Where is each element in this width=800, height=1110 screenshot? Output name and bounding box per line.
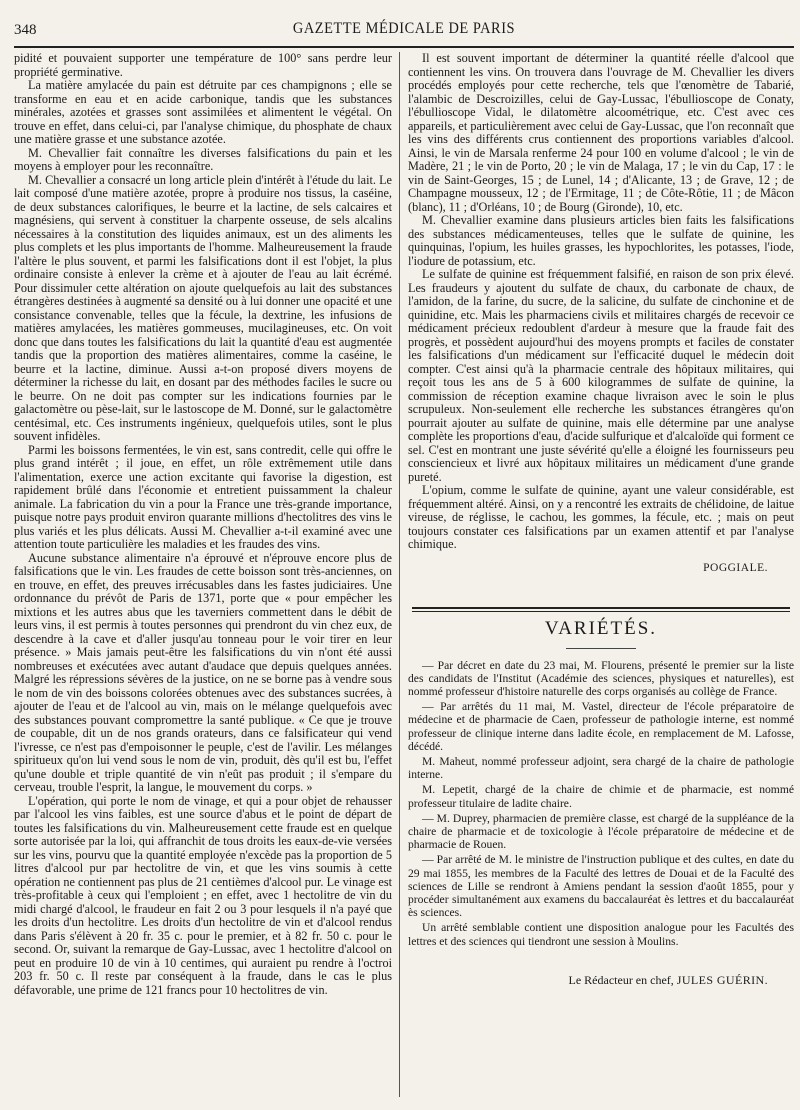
- page-header: [14, 16, 794, 44]
- paragraph: Aucune substance alimentaire n'a éprouvé et n'éprouve encore plus de falsifications que le vin. Les fraudes de cette boisson sont très-anciennes, on en trouve, en effet, des preuves irrécusables dans les fastes judiciaires. Une ordonnance du prévôt de Paris de 1371, porte que « pour empêcher les mixtions et les autres abus que les taverniers commettent dans le débit de leurs vins, il est permis à toutes personnes qui prendront du vin chez eux, de descendre à la cave et d'aller jusqu'au tonneau pour le voir tirer en leur présence. » Mais jamais peut-être les falsifications du vin n'ont été aussi nombreuses et exécutées avec autant d'audace que depuis quelques années. Malgré les répressions sévères de la justice, on ne se borne pas à vendre sous le nom de vin des boissons colorées obtenues avec des substances sucrées, à ajouter de l'eau et de l'alcool au vin, mais on le mélange quelquefois avec des substances pouvant compromettre la santé publique. « Ce que je trouve de coupable, dit un de nos grands orateurs, dans ce falsificateur qui vend l'ivresse, ce n'est pas d'empoisonner le peuple, c'est de l'avilir. Les mélanges spiritueux qu'on lui vend sous le nom de vin, produit, dès qu'il est bu, l'effet qu'une double et triple quantité de vin n'eût pas produit ; il s'empare du cerveau, trouble l'esprit, la langue, le mouvement du corps. »: [14, 550, 392, 794]
- paragraph: M. Chevallier fait connaître les diverses falsifications du pain et les moyens à employer pour les reconnaître.: [14, 145, 392, 173]
- news-item: M. Lepetit, chargé de la chaire de chimie et de pharmacie, est nommé professeur titulaire de ladite chaire.: [408, 783, 794, 810]
- running-title: GAZETTE MÉDICALE DE PARIS: [292, 20, 516, 37]
- news-item: M. Maheut, nommé professeur adjoint, sera chargé de la chaire de pathologie interne.: [408, 754, 794, 782]
- page-number: 348: [14, 22, 37, 38]
- left-column: [14, 52, 392, 997]
- paragraph: Le sulfate de quinine est fréquemment falsifié, en raison de son prix élevé. Les fraudeurs y ajoutent du sulfate de chaux, du carbonate de chaux, de l'amidon, de la farine, du sucre, de la salicine, du sulfate de cinchonine et de quinidine, etc. Mais les pharmaciens civils et militaires chargés de recevoir ce médicament précieux redoublent d'ardeur à mesure que la fraude fait des progrès, et possèdent aujourd'hui des moyens prompts et faciles de constater les falsifications d'un médicament sur l'efficacité duquel le médecin doit compter. C'est ainsi qu'à la pharmacie centrale des hôpitaux militaires, qui reçoit tous les ans de 5 à 600 kilogrammes de sulfate de quinine, la commission de réception examine chaque livraison avec le soin le plus scrupuleux. Non-seulement elle recherche les substances étrangères qu'on pourrait ajouter au sulfate de quinine, mais elle détermine par une analyse complète les proportions d'eau, d'acide sulfurique et d'alcaloïde qui forment ce sel. C'est en montrant une juste sévérité qu'elle a éloigné les fournisseurs peu consciencieux et livré aux hôpitaux militaires un médicament d'une grande pureté.: [408, 267, 794, 484]
- section-title: VARIÉTÉS.: [544, 618, 658, 639]
- paragraph: L'opération, qui porte le nom de vinage, et qui a pour objet de rehausser par l'alcool les vins faibles, est une source d'abus et le point de départ de toutes les falsifications du vin. Malheureusement cette fraude est en quelque sorte autorisée par la loi, qui affranchit de tous droits les eaux-de-vie versées sur les vins, pourvu que la quantité employée n'excède pas la proportion de 5 litres d'alcool pur par hectolitre de vin, et que les vins soumis à cette opération ne contiennent pas plus de 21 centièmes d'alcool pur. Le vinage est très-profitable à ceux qui l'emploient ; en effet, avec 1 hectolitre de vin du midi chargé d'alcool, le fraudeur en fait 2 ou 3 pour lesquels il n'a payé que les droits d'un hectolitre. Les droits d'un hectolitre de vin et d'alcool rendus dans Paris s'élèvent à 20 fr. 35 c. pour le premier, et à 82 fr. 50 c. pour le second. Or, suivant la remarque de Gay-Lussac, avec 1 hectolitre d'alcool on peut en produire 10 de vin à 10 centimes, qui auraient pu rendre à l'octroi 203 fr. 50 c. Il reste par conséquent à la fraude, dans le cas le plus défavorable, une prime de 121 francs pour 10 hectolitres de vin.: [14, 793, 392, 997]
- editor-credit: [408, 974, 768, 988]
- paragraph: L'opium, comme le sulfate de quinine, ayant une valeur considérable, est fréquemment altéré. Ainsi, on y a rencontré les extraits de chélidoine, de laitue vireuse, de réglisse, le cachou, les gommes, la fécule, etc. ; mais on peut toujours constater ces falsifications par un examen attentif et par l'analyse chimique.: [408, 483, 794, 551]
- section-rule: [412, 607, 790, 609]
- news-item: — Par arrêtés du 11 mai, M. Vastel, directeur de l'école préparatoire de médecine et de pharmacie de Caen, professeur de pathologie interne, est nommé professeur de clinique interne dans ladite école, en remplacement de M. Lafosse, décédé.: [408, 700, 794, 753]
- paragraph: M. Chevallier a consacré un long article plein d'intérêt à l'étude du lait. Le lait composé d'une matière azotée, propre à produire nos tissus, la caséine, de deux substances calorifiques, le beurre et la lactine, de sels calcaires et magnésiens, qui servent à constituer la charpente osseuse, de sels alcalins nécessaires à la constitution des liquides animaux, est un des aliments les plus complets et les plus importants de l'homme. Malheureusement la fraude l'altère le plus souvent, et parmi les falsifications dont il est l'objet, la plus ordinaire consiste à enlever la crème et à ajouter de l'eau au lait écrémé. Pour dissimuler cette altération on ajoute quelquefois au lait des substances étrangères destinées à augmenté sa densité ou à lui donner une opacité et une consistance convenable, telles que la fécule, la dextrine, les infusions de matières amylacées, les matières gommeuses, mucilagineuses, etc. On voit donc que dans toutes les falsifications du lait la quantité d'eau est augmentée tandis que la proportion des matières alimentaires, comme la caséine, le beurre et la lactine, diminue. Aussi a-t-on proposé divers moyens de déterminer la richesse du lait, en dosant par des méthodes faciles le sucre ou le beurre. On ne doit pas compter sur les indications fournies par le galactomètre ou pèse-lait, sur le lastoscope de M. Donné, sur le galactomètre centésimal, etc. Ces instruments ingénieux, quelquefois utiles, sont le plus souvent infidèles.: [14, 172, 392, 443]
- paragraph: Il est souvent important de déterminer la quantité réelle d'alcool que contiennent les vins. On trouvera dans l'ouvrage de M. Chevallier les divers procédés employés pour cette recherche, tels que l'œnomètre de Tabarié, l'alambic de Descroizilles, celui de Gay-Lussac, l'ébullioscope de Conaty, l'ébullioscope Vidal, le dilatomètre alcoométrique, etc. C'est avec ces appareils, et particulièrement avec celui de Gay-Lussac, que l'on reconnaît que les vins des différents crus contiennent des proportions variables d'alcool. Ainsi, le vin de Marsala renferme 24 pour 100 en volume d'alcool ; le vin de Madère, 21 ; le vin de Porto, 20 ; le vin de Malaga, 17 ; le vin du Cap, 17 : le vin de Saint-Georges, 15 ; de Lunel, 14 ; d'Alicante, 13 ; de Grave, 12 ; de Champagne mousseux, 12 ; de l'Ermitage, 11 ; de Côte-Rôtie, 11 ; de Mâcon (blanc), 11 ; d'Orléans, 10 ; de Bourg (Gironde), 10, etc.: [408, 51, 794, 214]
- news-item: — M. Duprey, pharmacien de première classe, est chargé de la suppléance de la chaire de pharmacie et de toxicologie à l'école préparatoire de médecine et de pharmacie de Rouen.: [408, 811, 794, 852]
- news-item: — Par décret en date du 23 mai, M. Flourens, présenté le premier sur la liste des candidats de l'Institut (Académie des sciences, physiques et naturelles), est nommé professeur d'histoire naturelle des corps organisés au collège de France.: [408, 658, 794, 698]
- paragraph: La matière amylacée du pain est détruite par ces champignons ; elle se transforme en eau et en acide carbonique, tandis que les substances minérales, azotées et grasses sont assimilées et alimentent le végétal. On trouve en effet, dans celui-ci, par l'analyse chimique, du phosphate de chaux une matière grasse et une substance azotée.: [14, 78, 392, 146]
- editor-name: JULES GUÉRIN.: [676, 972, 768, 987]
- right-column: [408, 52, 794, 987]
- editor-label: Le Rédacteur en chef,: [568, 972, 674, 987]
- paragraph: Parmi les boissons fermentées, le vin est, sans contredit, celle qui offre le plus grand intérêt ; il joue, en effet, un rôle extrêmement utile dans l'alimentation, exerce une action excitante qui favorise la digestion, est rapidement brûlé dans l'économie et entretient puissamment la chaleur animale. La fabrication du vin a pour la France une très-grande importance, puisque notre pays produit environ quarante millions d'hectolitres des vins le plus variés et les plus délicats. Aussi M. Chevallier a-t-il examiné avec une attention toute particulière les maladies et les fraudes des vins.: [14, 442, 392, 551]
- article-signature: POGGIALE.: [703, 561, 768, 574]
- column-rule: [399, 52, 400, 1097]
- paragraph: pidité et pouvaient supporter une température de 100° sans perdre leur propriété germinative.: [14, 51, 392, 79]
- news-item: Un arrêté semblable contient une disposition analogue pour les Facultés des lettres et des sciences qui tiendront une session à Moulins.: [408, 921, 794, 948]
- section-rule: [412, 611, 790, 612]
- news-items: [408, 659, 794, 948]
- paragraph: M. Chevallier examine dans plusieurs articles bien faits les falsifications des substances médicamenteuses, telles que le sulfate de quinine, les quinquinas, l'opium, les huiles grasses, les hypochlorites, les potasses, l'iode, l'iodure de potassium, etc.: [408, 213, 794, 268]
- title-underline: [566, 648, 636, 649]
- news-item: — Par arrêté de M. le ministre de l'instruction publique et des cultes, en date du 29 mai 1855, les membres de la Faculté des lettres de Douai et de la Faculté des sciences de Lille se rendront à Amiens pendant la session d'août 1855, pour y procéder simultanément aux examens du baccalauréat ès lettres et du baccalauréat ès sciences.: [408, 853, 794, 920]
- header-rule: [14, 46, 794, 48]
